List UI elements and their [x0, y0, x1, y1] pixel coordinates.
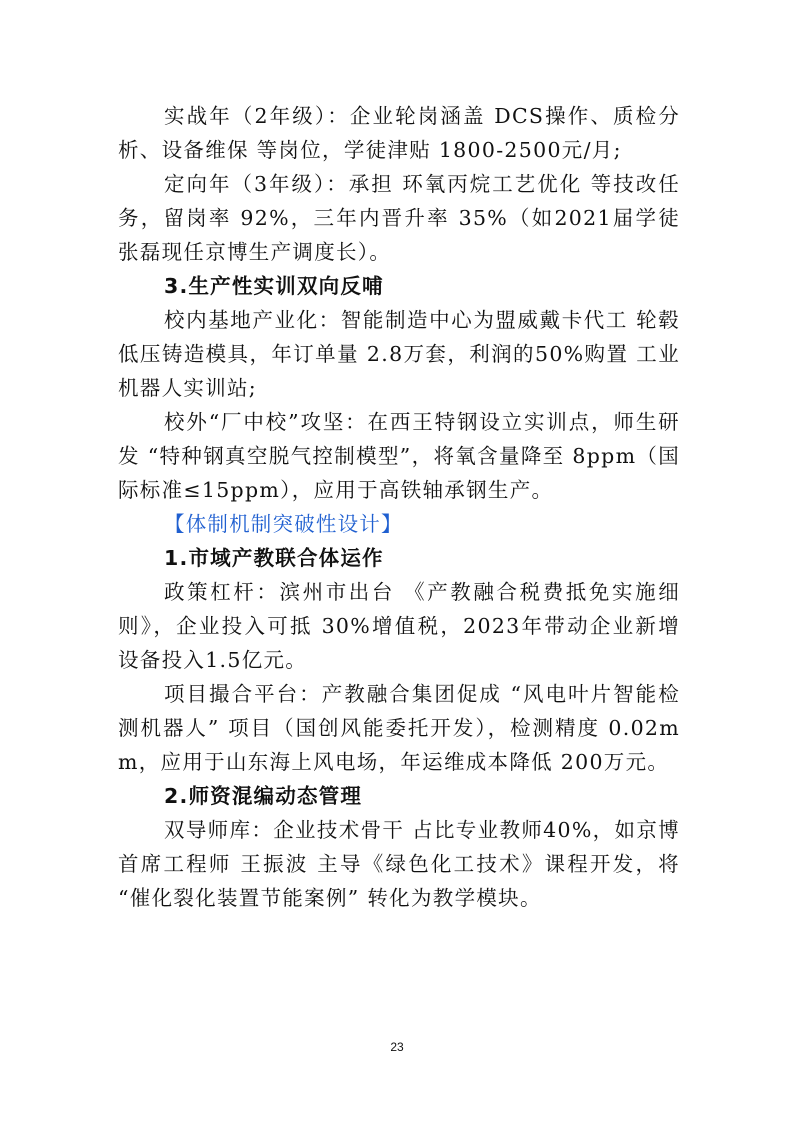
paragraph-project-platform: 项目撮合平台：产教融合集团促成 “风电叶片智能检测机器人” 项目（国创风能委托开发），检测精度 0.02mm，应用于山东海上风电场，年运维成本降低 200万元。 — [118, 682, 680, 774]
paragraph-campus-base: 校内基地产业化：智能制造中心为盟威戴卡代工 轮毂低压铸造模具，年订单量 2.8万套，利润的50%购置 工业机器人实训站; — [118, 308, 680, 400]
paragraph-policy-lever: 政策杠杆：滨州市出台 《产教融合税费抵免实施细则》，企业投入可抵 30%增值税，2023年带动企业新增设备投入1.5亿元。 — [118, 580, 680, 672]
subheading-faculty-management: 2.师资混编动态管理 — [164, 784, 363, 808]
paragraph-practice-year: 实战年（2年级）：企业轮岗涵盖 DCS操作、质检分析、设备维保 等岗位，学徒津贴 1800-2500元/月; — [118, 104, 680, 162]
page-number: 23 — [390, 1040, 404, 1054]
highlight-heading: 【体制机制突破性设计】 — [164, 512, 403, 536]
paragraph-external-school: 校外“厂中校”攻坚：在西王特钢设立实训点，师生研发 “特种钢真空脱气控制模型”，将氧含量降至 8ppm（国际标准≤15ppm），应用于高铁轴承钢生产。 — [118, 410, 680, 502]
page-content — [118, 99, 680, 915]
subheading-city-alliance: 1.市域产教联合体运作 — [164, 546, 384, 570]
section-heading-training: 3.生产性实训双向反哺 — [164, 274, 384, 298]
paragraph-dual-mentor: 双导师库：企业技术骨干 占比专业教师40%，如京博首席工程师 王振波 主导《绿色化工技术》课程开发，将 “催化裂化装置节能案例” 转化为教学模块。 — [118, 818, 680, 910]
paragraph-orientation-year: 定向年（3年级）：承担 环氧丙烷工艺优化 等技改任务，留岗率 92%，三年内晋升率 35%（如2021届学徒张磊现任京博生产调度长）。 — [118, 172, 680, 264]
